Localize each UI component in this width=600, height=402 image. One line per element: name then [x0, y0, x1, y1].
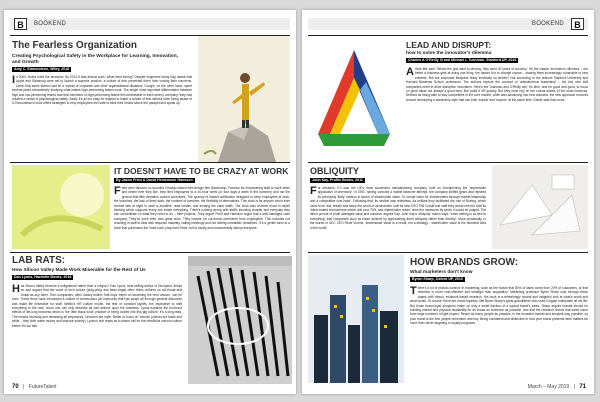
divider [308, 162, 588, 163]
section-label: BOOKEND [34, 21, 67, 27]
article-byline: By Jason Fried & David Heinemeier Hansson [116, 178, 193, 182]
article-byline: Amy C. Edmondson, Wiley, 2018 [14, 67, 70, 71]
section-header-bar [10, 18, 290, 30]
left-page [4, 10, 296, 394]
drop-cap: F [310, 186, 317, 197]
publication-name: FutureTalent [28, 384, 57, 390]
drop-cap: T [410, 286, 417, 297]
drop-cap: H [12, 284, 20, 295]
page-footer: 70 | FutureTalent [12, 384, 57, 390]
divider [308, 35, 588, 36]
section-header-bar [308, 18, 588, 30]
article-subtitle: Creating Psychological Safety in the Workplace for Learning, Innovation, and Growth [12, 54, 178, 65]
city-skyline-illustration [308, 255, 404, 383]
article-subtitle: how to solve the innovator's dilemma [406, 51, 492, 56]
section-letter-badge: B [571, 18, 584, 30]
right-page [302, 10, 594, 394]
drop-cap: F [114, 186, 121, 197]
article-text: ried and Hansson co-founded Chicago-based web-design firm Basecamp. Famous for empowering staff to work when and where ever they like, they limit employees to a 40-hour week (or four days a week in the summer) and run the ground that little deviation around schedules. The tyranny of instant notification designed to keep employees at work, the launches, the lack of deep work, the routines of overtime, the flexibility of alternatives. This book is for anyone who's ever worked late at night to save a deadline, read emails, and trusting the calm stuffs. The book also reviews much in-depth thinking which supports every one inside everything. There's nothing wrong with staff's throwing chapter and everyday they can concentrate on what they need to do – their projects. They argue! Fried and Hansson argue that a well-managed calm company. They've done their own great work. They include no cut-throat comments from employees. This includes not resulting in staff to deal with requests instantly, calling meetings and not setting unrealistic 'deadlines'. It's a gentle tonic to a book that purchases the 'work-hard, play-hard' firms' cult to loudly and humourlessly disrupt everyone. [114, 186, 290, 230]
article-body [406, 67, 588, 159]
article-text: n 2000, Nokia ruled the airwaves. By 2013 it was almost sunk. What went wrong? Despite engineers being fully aware that Apple and Samsung were set to launch a superior product, a culture of fear prevented them from voicing their concerns. Down that same fearful road lie a myriad of corporate and other organisational disasters. Google, on the other hand, spent several years exhaustively studying what makes high-performing teams work. The single most important differentiator between high and low-performing teams was that members of high-performing teams felt comfortable in each other's company: they had created a sense of psychological safety. Sadly, it's all too easy for leaders to foster a culture of fear without even being aware of it. Edmondson's book offers strategies to help employees feel safe to stick their heads above the parapet and speak up. [12, 75, 192, 106]
divider [308, 252, 588, 253]
article-byline: Byron Sharp, Oxford UP, 2010 [412, 277, 463, 281]
article-text: as Silicon Valley become a enlightened rather than a religion? Dan Lyons, best-selling author of Disrupted, thinks so and argues that the worst of tech culture (ping-pong and bean bags) often hides cultures so cut-throat and brutal as any other. Tech companies, often unduly bullish 'first boys' intent on launching the next unicorn, can be toxic. These firms have introduced a culture of tremendous job insecurity that has swept all through general discourse and made life miserable for staff. Netflix's HR culture model, the fear of constant layoffs, the imperative to shift everything to the new, hours one can only describe as bad actions upon the business. Lyons explains the profound effects of life-long business which is 'the little black book' practice of being locked into this gig culture. It's a long-read. The means involving and rewarding all employees. Unicorns are myth. Better to focus on 'zebras' (zebras are black and white – they both make money and improve society). Lyons's text reads as a clarion call for the rebellious unicorn culture before it's too late. [12, 284, 182, 328]
article-title: LAB RATS: [12, 255, 66, 266]
article-text: here's a lot of pseudo-science in marketing, such as the truism that 80% of sales come from 20% of customers, or that retention is more cost-effective and strategic than acquisition. Marketing professor Byron Sharp cuts through these claims with robust, evidence-based research. His book is a refreshingly honest and insightful look at what's worth and what works. Of course, there are brand loyalists, like Byron Sharp's great-grandfather who used Colgate toothpaste all his life. But those brand-loyal shoppers make up only a small fraction of a typical brand's sales. Sharp argues brands should be building mental and physical availability for as broad an audience as possible, and that the research shows that sales come from large numbers of light buyers. Reach as many people as possible, in the broadest market and simplest way possible, so your brand is the one people remember and buy. Being consistent and distinctive in how your brand presents itself matters far more than clever targeting or loyalty programs. [410, 286, 588, 326]
article-body [310, 186, 486, 250]
section-label: BOOKEND [531, 21, 564, 27]
article-title: HOW BRANDS GROW: [410, 257, 519, 268]
article-text: rticle title said: 'Whom the god want to destroy, they send 40 years of success.' It's the classic 'innovator's dilemma' – the better a business gets at doing one thing, the harder it is to change course – leaving them increasingly vulnerable to new entrants. But are corporate lifespans really inevitably so limited? Not according to the authors Stanford University and Harvard Business School professors. The authors explore the concept of 'ambidextrous leadership' – the key new skill companies need to drive disruptive innovation. Here's the Tushman and O'Reilly see: it's time, and for good and good, to focus on good ideas not always a good idea. But 'paint it off' quickly. But they must rely on the crucial assets of the main business. Defined as being able to stay competitive in the core market, while also advancing into new domains, the new approach revolves around developing a leadership style that can both 'exploit' and 'explore' at the same time. Easier said than done. [406, 67, 588, 102]
article-byline: John Kay, Profile Books, 2011 [312, 178, 363, 182]
article-title: IT DOESN'T HAVE TO BE CRAZY AT WORK [114, 166, 289, 176]
article-body [12, 75, 192, 159]
zebras-black-white-photo [188, 256, 292, 384]
article-body [114, 186, 290, 252]
article-title: LEAD AND DISRUPT: [406, 40, 492, 50]
article-subtitle: What marketers don't know [410, 270, 473, 275]
page-number: 71 [579, 384, 586, 390]
article-body [12, 284, 182, 380]
divider [10, 252, 290, 253]
person-on-rock-illustration [198, 36, 290, 162]
page-number: 70 [12, 384, 19, 390]
section-letter-badge: B [14, 18, 27, 30]
page-footer: March – May 2019 | 71 [527, 384, 586, 390]
divider [10, 162, 290, 163]
article-text: or decades, ICI was the UK's most successful manufacturing company, built on championing the 'responsible application of chemistry'. In 1991, having survived a hostile takeover attempt, the company shifted gears and rejected its previously 'fluffy' mission in favour of shareholder value. To 'create value for shareholders through market leadership and a competitive cost base'. Following that, its decline was relentless. As brilliant they facilitated the ruin of Boeing, which used to be 'eat, breath and sleep the world of aeronautics' until its new CEO Phil Condit told staff they would need to shift its 'value-based environment where unit cost, ROI, and shareholder return' drive the measures by which it would be judged. The direct pursuit of profit damages value and success, argues Kay. John Kay's 'obliquity' notion says: 'when setting is so tied to everything, that companies such as these achieve by approaching them obliquely rather than directly'. More prosaically, in the words of GEC CEO Rene Vorrink, 'shareholder value is a result, not a strategy... shareholder value is the dumbest idea in the world'. [310, 186, 486, 230]
article-byline: Dan Lyons, Hachette Books, 2018 [14, 275, 72, 279]
article-title: The Fearless Organization [12, 40, 138, 51]
issue-date: March – May 2019 [527, 384, 570, 390]
penrose-triangle-blocks [308, 38, 400, 160]
article-body [410, 286, 588, 382]
drop-cap: A [406, 67, 414, 78]
paper-shapes-illustration [492, 165, 588, 249]
article-title: OBLIQUITY [310, 166, 359, 176]
yellow-green-illustration [12, 165, 110, 249]
article-subtitle: How Silicon Valley Made Work Miserable for the Rest of Us [12, 268, 146, 273]
drop-cap: I [12, 75, 16, 86]
article-byline: Charles A O'Reilly III and Michael L Tushman, Stanford UP, 2016 [408, 58, 517, 62]
